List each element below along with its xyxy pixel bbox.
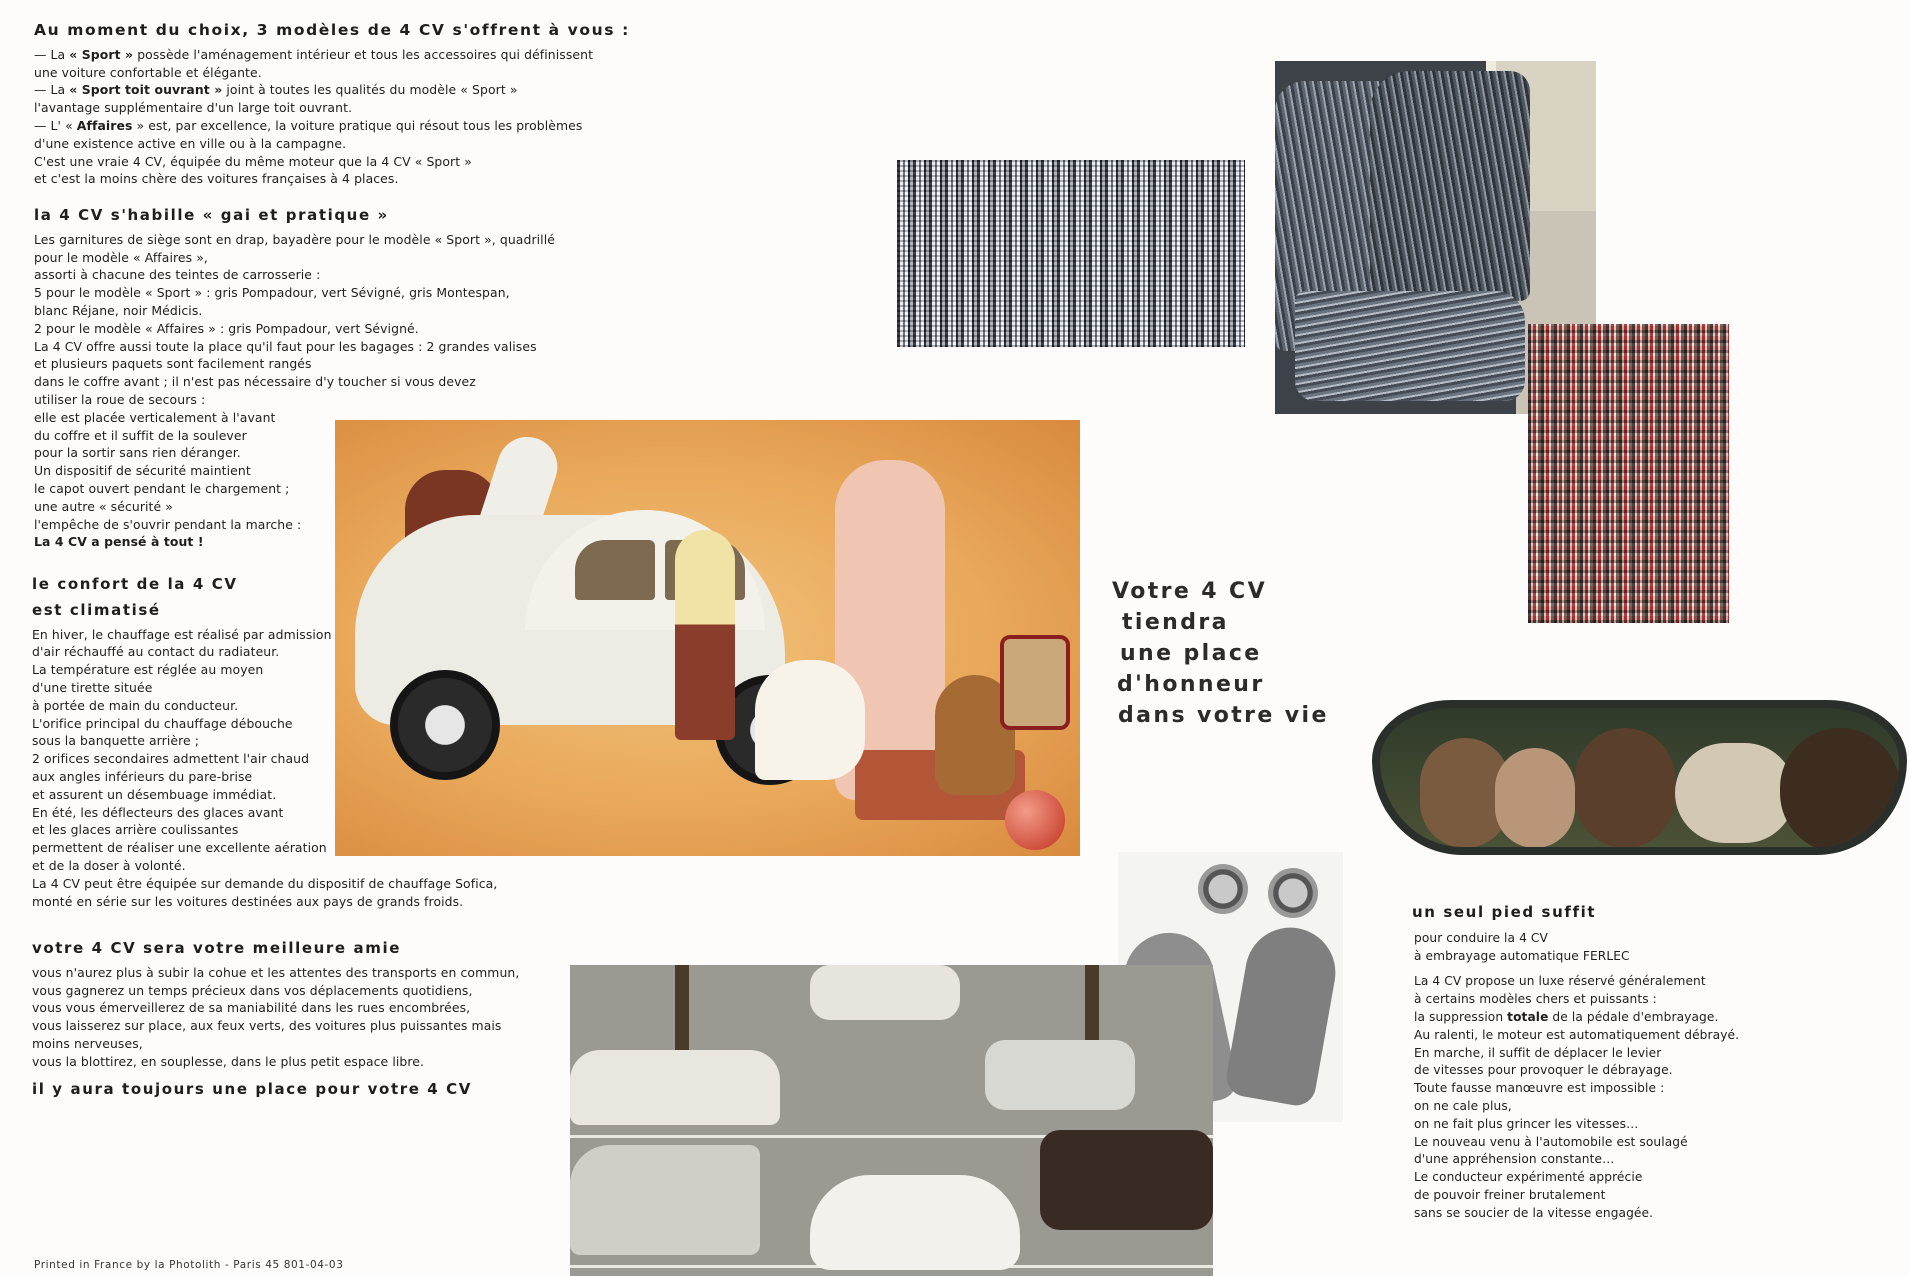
text-line: d'air réchauffé au contact du radiateur.	[32, 644, 280, 660]
text-line: 2 pour le modèle « Affaires » : gris Pompadour, vert Sévigné.	[34, 320, 419, 336]
text-line: monté en série sur les voitures destinées aux pays de grands froids.	[32, 893, 464, 909]
model-line: et c'est la moins chère des voitures françaises à 4 places.	[34, 171, 399, 187]
text-line: de pouvoir freiner brutalement	[1414, 1187, 1606, 1202]
text-line: vous n'aurez plus à subir la cohue et les attentes des transports en commun,	[32, 964, 520, 980]
text-line: En été, les déflecteurs des glaces avant	[32, 804, 284, 820]
fabric-swatch-sport-image	[897, 160, 1245, 347]
text-line: de vitesses pour provoquer le débrayage.	[1414, 1063, 1673, 1078]
text-line: le capot ouvert pendant le chargement ;	[34, 480, 290, 496]
model-line: — L' « Affaires » est, par excellence, la voiture pratique qui résout tous les problèmes	[34, 117, 583, 133]
text-line: et de la doser à volonté.	[32, 857, 186, 873]
slogan-line: tiendra	[1122, 610, 1229, 635]
text-line: L'orifice principal du chauffage débouche	[32, 715, 293, 731]
girl-figure	[755, 660, 865, 780]
mirror-figure	[1780, 728, 1900, 853]
habille-conclusion: La 4 CV a pensé à tout !	[34, 534, 204, 550]
model-line: l'avantage supplémentaire d'un large toit ouvrant.	[34, 100, 353, 116]
parked-car	[570, 1050, 780, 1125]
text-line: blanc Réjane, noir Médicis.	[34, 302, 203, 318]
text-line: Le conducteur expérimenté apprécie	[1414, 1170, 1643, 1185]
text-line: La 4 CV peut être équipée sur demande du dispositif de chauffage Sofica,	[32, 875, 498, 891]
text-line: vous gagnerez un temps précieux dans vos déplacements quotidiens,	[32, 982, 473, 998]
text-line: sous la banquette arrière ;	[32, 733, 200, 749]
text-line: vous la blottirez, en souplesse, dans le plus petit espace libre.	[32, 1053, 425, 1069]
pedal-icon	[1198, 864, 1248, 914]
model-line: — La « Sport » possède l'aménagement intérieur et tous les accessoires qui définissent	[34, 46, 594, 62]
seat-backrest-right	[1370, 71, 1530, 301]
seat-cushion	[1295, 291, 1525, 401]
pied-suppression: la suppression totale de la pédale d'embrayage.	[1414, 1009, 1719, 1024]
picnic-basket	[1000, 635, 1070, 730]
text-line: assorti à chacune des teintes de carrosserie :	[34, 267, 321, 283]
heading-confort-a: le confort de la 4 CV	[32, 575, 238, 593]
family-car-photo	[335, 420, 1080, 856]
car-wheel-front	[390, 670, 500, 780]
text-line: La 4 CV offre aussi toute la place qu'il faut pour les bagages : 2 grandes valises	[34, 338, 537, 354]
ball	[1005, 790, 1065, 850]
mirror-figure	[1675, 743, 1795, 843]
slogan-line: une place	[1120, 641, 1262, 666]
text-line: et plusieurs paquets sont facilement rangés	[34, 356, 312, 372]
pied-text-after	[1414, 1027, 1739, 1223]
heading-habille: la 4 CV s'habille « gai et pratique »	[34, 206, 389, 224]
mirror-figure	[1575, 728, 1675, 848]
text-line: En hiver, le chauffage est réalisé par admission	[32, 626, 332, 642]
text-line: pour conduire la 4 CV	[1414, 930, 1548, 945]
text-line: à embrayage automatique FERLEC	[1414, 948, 1630, 963]
street-parking-photo	[570, 965, 1213, 1276]
right-shoe	[1223, 921, 1342, 1109]
text-line: utiliser la roue de secours :	[34, 391, 206, 407]
slogan-line: d'honneur	[1117, 672, 1265, 697]
mirror-figure	[1495, 748, 1575, 848]
text-line: sans se soucier de la vitesse engagée.	[1414, 1205, 1654, 1220]
models-list	[34, 46, 630, 188]
heading-confort-b: est climatisé	[32, 600, 161, 619]
text-line: La température est réglée au moyen	[32, 662, 264, 678]
text-line: à certains modèles chers et puissants :	[1414, 992, 1657, 1007]
model-line: C'est une vraie 4 CV, équipée du même moteur que la 4 CV « Sport »	[34, 153, 472, 169]
text-line: on ne cale plus,	[1414, 1098, 1512, 1113]
heading-amie: votre 4 CV sera votre meilleure amie	[32, 939, 401, 957]
text-line: 2 orifices secondaires admettent l'air chaud	[32, 751, 310, 767]
slogan	[1112, 576, 1329, 731]
text-line: elle est placée verticalement à l'avant	[34, 409, 276, 425]
text-line: à portée de main du conducteur.	[32, 697, 239, 713]
amie-section	[32, 940, 519, 1104]
parked-car	[810, 965, 960, 1020]
heading-pied: un seul pied suffit	[1412, 903, 1597, 921]
text-line: Au ralenti, le moteur est automatiquement débrayé.	[1414, 1027, 1740, 1042]
text-line: d'une tirette située	[32, 679, 153, 695]
model-line: d'une existence active en ville ou à la campagne.	[34, 135, 347, 151]
text-line: Toute fausse manœuvre est impossible :	[1414, 1081, 1665, 1096]
heading-place: il y aura toujours une place pour votre 4 CV	[32, 1079, 472, 1098]
text-line: La 4 CV propose un luxe réservé généralement	[1414, 974, 1706, 989]
text-line: pour la sortir sans rien déranger.	[34, 445, 241, 461]
car-window-front	[575, 540, 655, 600]
slogan-line: dans votre vie	[1118, 703, 1329, 728]
text-line: vous vous émerveillerez de sa maniabilité dans les rues encombrées,	[32, 1000, 471, 1016]
text-line: Les garnitures de siège sont en drap, bayadère pour le modèle « Sport », quadrillé	[34, 231, 555, 247]
text-line: et les glaces arrière coulissantes	[32, 822, 239, 838]
pied-section	[1412, 904, 1739, 1223]
amie-text	[32, 964, 519, 1071]
text-line: pour le modèle « Affaires »,	[34, 249, 208, 265]
model-line: une voiture confortable et élégante.	[34, 64, 262, 80]
text-line: du coffre et il suffit de la soulever	[34, 427, 247, 443]
text-line: on ne fait plus grincer les vitesses…	[1414, 1116, 1639, 1131]
text-line: dans le coffre avant ; il n'est pas nécessaire d'y toucher si vous devez	[34, 374, 476, 390]
parked-car	[985, 1040, 1135, 1110]
text-line: vous laisserez sur place, aux feux verts, des voitures plus puissantes mais	[32, 1018, 502, 1034]
text-line: une autre « sécurité »	[34, 498, 173, 514]
text-line: Un dispositif de sécurité maintient	[34, 463, 251, 479]
tree-trunk	[675, 965, 689, 1055]
fabric-swatch-affaires-image	[1528, 324, 1729, 623]
text-line: moins nerveuses,	[32, 1035, 143, 1051]
text-line: aux angles inférieurs du pare-brise	[32, 768, 253, 784]
pied-intro	[1414, 930, 1739, 966]
text-line: permettent de réaliser une excellente aération	[32, 840, 327, 856]
text-line: Le nouveau venu à l'automobile est soulagé	[1414, 1134, 1688, 1149]
heading-choix: Au moment du choix, 3 modèles de 4 CV s'offrent à vous :	[34, 21, 630, 39]
text-line: l'empêche de s'ouvrir pendant la marche :	[34, 516, 302, 532]
pied-text-before	[1414, 973, 1739, 1009]
parked-car	[570, 1145, 760, 1255]
slogan-line: Votre 4 CV	[1112, 579, 1268, 604]
text-line: et assurent un désembuage immédiat.	[32, 786, 277, 802]
text-line: 5 pour le modèle « Sport » : gris Pompadour, vert Sévigné, gris Montespan,	[34, 285, 510, 301]
text-line: En marche, il suffit de déplacer le levier	[1414, 1045, 1662, 1060]
parked-4cv-car	[810, 1175, 1020, 1270]
pedal-icon	[1268, 868, 1318, 918]
model-line: — La « Sport toit ouvrant » joint à toutes les qualités du modèle « Sport »	[34, 82, 518, 98]
printer-credit: Printed in France by la Photolith - Paris 45 801-04-03	[34, 1259, 344, 1271]
boy-figure	[675, 530, 735, 740]
text-line: d'une appréhension constante…	[1414, 1152, 1615, 1167]
intro-section	[34, 22, 630, 188]
rearview-mirror-photo	[1372, 700, 1907, 855]
parked-car	[1040, 1130, 1213, 1230]
